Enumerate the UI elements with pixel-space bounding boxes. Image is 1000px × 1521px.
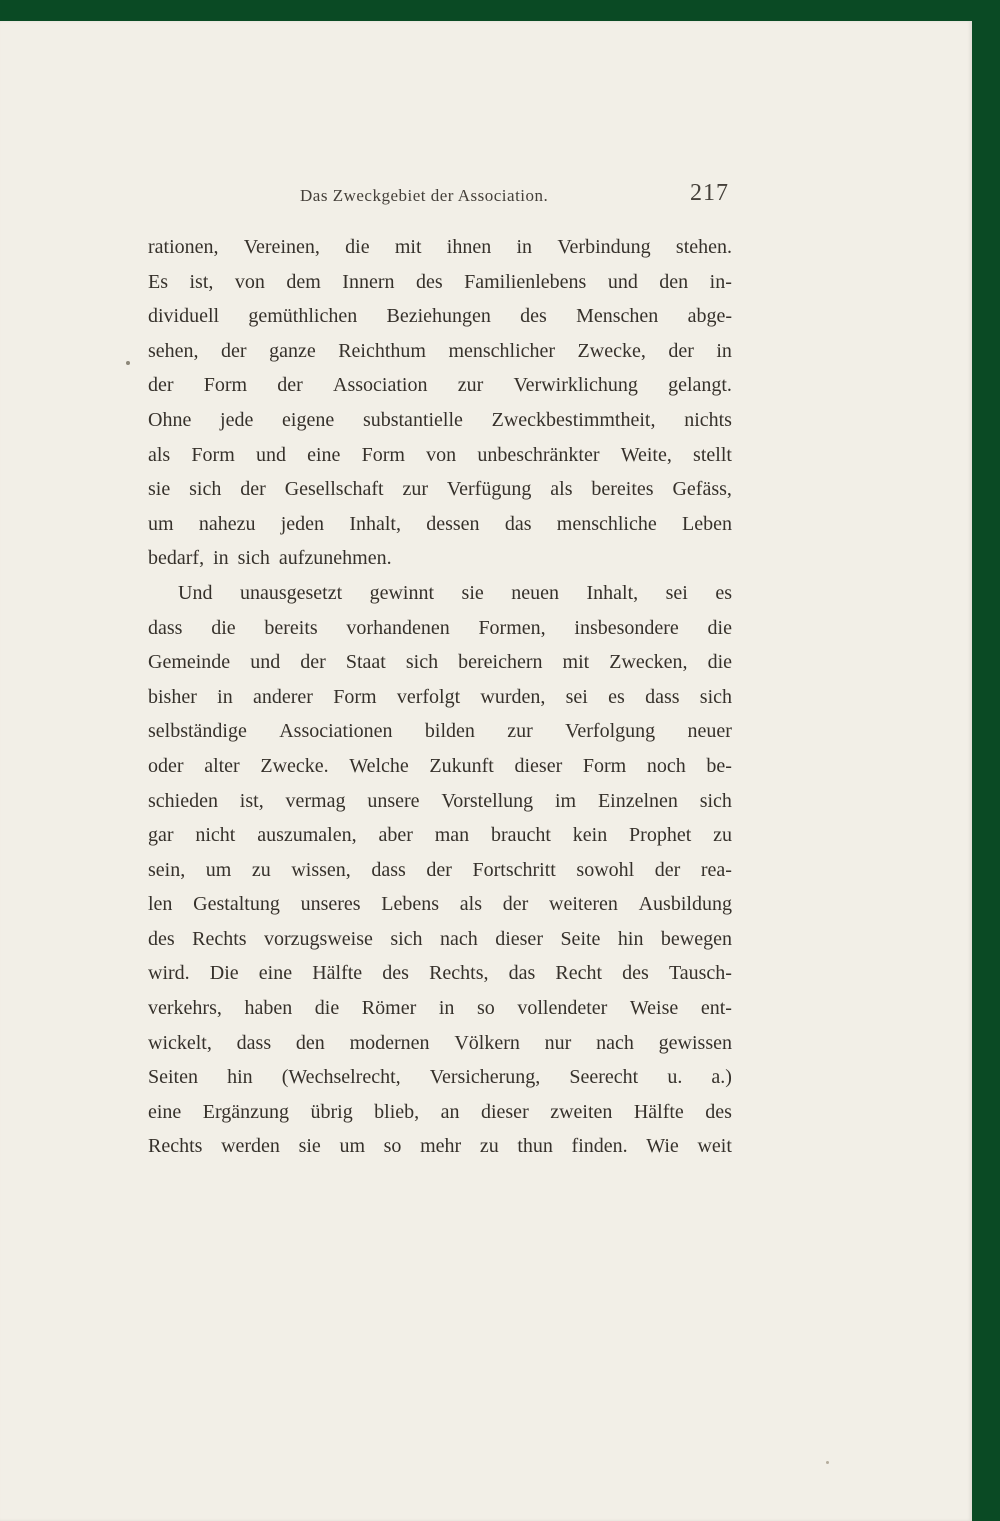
paper-speck xyxy=(826,1461,829,1464)
text-line: als Form und eine Form von unbeschränkter Weite, stellt xyxy=(148,443,732,466)
text-line: Gemeinde und der Staat sich bereichern mit Zwecken, die xyxy=(148,651,732,674)
text-line: Es ist, von dem Innern des Familienlebens und den in- xyxy=(148,270,732,293)
text-line: Seiten hin (Wechselrecht, Versicherung, Seerecht u. a.) xyxy=(148,1066,732,1089)
text-line: Rechts werden sie um so mehr zu thun finden. Wie weit xyxy=(148,1135,732,1158)
text-line: Und unausgesetzt gewinnt sie neuen Inhalt, sei es xyxy=(178,581,732,604)
text-line: sie sich der Gesellschaft zur Verfügung als bereites Gefäss, xyxy=(148,478,732,501)
text-line: sehen, der ganze Reichthum menschlicher Zwecke, der in xyxy=(148,339,732,362)
text-line: rationen, Vereinen, die mit ihnen in Verbindung stehen. xyxy=(148,236,732,258)
text-line: wickelt, dass den modernen Völkern nur nach gewissen xyxy=(148,1031,732,1054)
text-line: dividuell gemüthlichen Beziehungen des Menschen abge- xyxy=(148,305,732,328)
running-head: Das Zweckgebiet der Association. xyxy=(300,186,549,205)
text-line: um nahezu jeden Inhalt, dessen das menschliche Leben xyxy=(148,512,732,535)
text-line: selbständige Associationen bilden zur Verfolgung neuer xyxy=(148,720,732,743)
text-line: bedarf, in sich aufzunehmen. xyxy=(148,547,392,570)
text-line: dass die bereits vorhandenen Formen, insbesondere die xyxy=(148,616,732,639)
text-line: wird. Die eine Hälfte des Rechts, das Recht des Tausch- xyxy=(148,962,732,985)
text-line: des Rechts vorzugsweise sich nach dieser Seite hin bewegen xyxy=(148,927,732,950)
body-text xyxy=(148,230,732,1164)
text-line: bisher in anderer Form verfolgt wurden, sei es dass sich xyxy=(148,685,732,708)
text-line: Ohne jede eigene substantielle Zweckbestimmtheit, nichts xyxy=(148,408,732,431)
margin-mark xyxy=(126,361,130,365)
text-line: gar nicht auszumalen, aber man braucht kein Prophet zu xyxy=(148,824,732,847)
text-line: schieden ist, vermag unsere Vorstellung im Einzelnen sich xyxy=(148,789,732,812)
text-line: der Form der Association zur Verwirklichung gelangt. xyxy=(148,374,732,397)
page-number: 217 xyxy=(690,180,729,206)
text-line: oder alter Zwecke. Welche Zukunft dieser Form noch be- xyxy=(148,754,732,777)
text-line: sein, um zu wissen, dass der Fortschritt sowohl der rea- xyxy=(148,858,732,881)
text-line: eine Ergänzung übrig blieb, an dieser zweiten Hälfte des xyxy=(148,1100,732,1123)
text-line: len Gestaltung unseres Lebens als der weiteren Ausbildung xyxy=(148,893,732,916)
text-line: verkehrs, haben die Römer in so vollendeter Weise ent- xyxy=(148,997,732,1020)
